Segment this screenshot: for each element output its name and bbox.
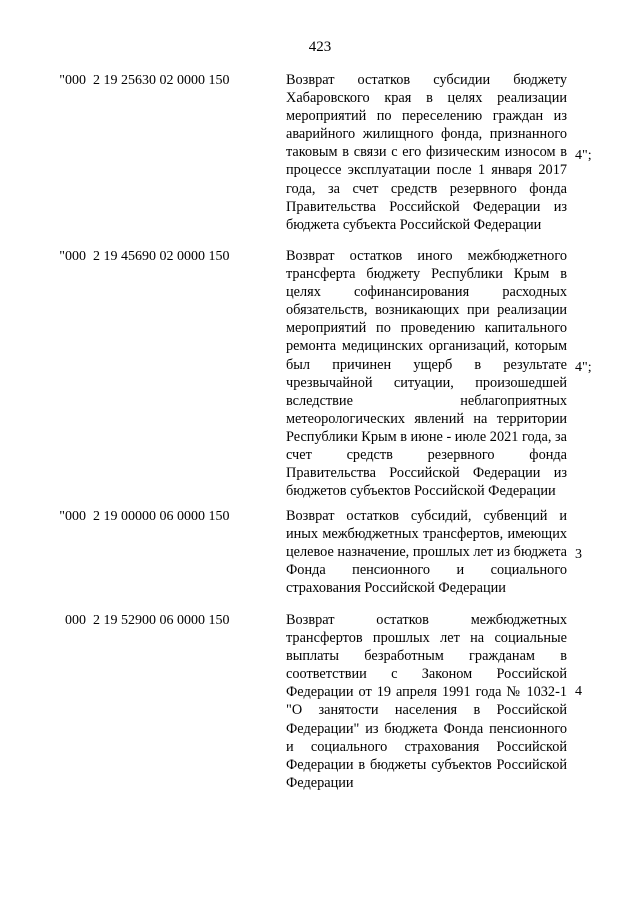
table-row bbox=[0, 507, 640, 611]
code-cell bbox=[0, 71, 286, 90]
admin-code: "000 bbox=[59, 73, 86, 88]
code-cell bbox=[0, 611, 286, 630]
row-description: Возврат остатков иного межбюджетного трансферта бюджету Республики Крым в целях софинансирования расходных обязательств, возникающих при реализации мероприятий по проведению капитального ремонта медицинских организаций, которым был причинен ущерб в результате чрезвычайной ситуации, произошедшей вследствие неблагоприятных метеорологических явлений на территории Республики Крым в июне - июле 2021 года, за счет средств резервного фонда Правительства Российской Федерации из бюджетов субъектов Российской Федерации bbox=[286, 248, 567, 500]
row-value: 4 bbox=[575, 684, 582, 699]
code-cell bbox=[0, 247, 286, 266]
row-description: Возврат остатков субсидий, субвенций и иных межбюджетных трансфертов, имеющих целевое назначение, прошлых лет из бюджета Фонда пенсионного и социального страхования Российской Федерации bbox=[286, 508, 567, 597]
admin-code: "000 bbox=[59, 249, 86, 264]
budget-classification-code: 2 19 00000 06 0000 150 bbox=[93, 509, 230, 524]
page-number: 423 bbox=[308, 39, 332, 55]
table-row bbox=[0, 247, 640, 507]
code-cell bbox=[0, 507, 286, 526]
table-row bbox=[0, 71, 640, 247]
row-description: Возврат остатков межбюджетных трансфертов прошлых лет на социальные выплаты безработным гражданам в соответствии с Законом Российской Федерации от 19 апреля 1991 года № 1032-1 "О занятости населения в Российской Федерации" из бюджета Фонда пенсионного и социального страхования Российской Федерации в бюджеты субъектов Российской Федерации bbox=[286, 612, 567, 791]
table-row bbox=[0, 611, 640, 792]
row-value: 3 bbox=[575, 547, 582, 562]
row-value: 4"; bbox=[575, 360, 592, 375]
budget-classification-code: 2 19 45690 02 0000 150 bbox=[93, 249, 230, 264]
admin-code: 000 bbox=[65, 613, 86, 628]
budget-codes-table bbox=[0, 71, 640, 792]
row-description: Возврат остатков субсидии бюджету Хабаровского края в целях реализации мероприятий по переселению граждан из аварийного жилищного фонда, признанного таковым в связи с его физическим износом в процессе эксплуатации после 1 января 2017 года, за счет средств резервного фонда Правительства Российской Федерации из бюджета субъекта Российской Федерации bbox=[286, 72, 567, 233]
budget-classification-code: 2 19 52900 06 0000 150 bbox=[93, 613, 230, 628]
admin-code: "000 bbox=[59, 509, 86, 524]
budget-classification-code: 2 19 25630 02 0000 150 bbox=[93, 73, 230, 88]
row-value: 4"; bbox=[575, 148, 592, 163]
